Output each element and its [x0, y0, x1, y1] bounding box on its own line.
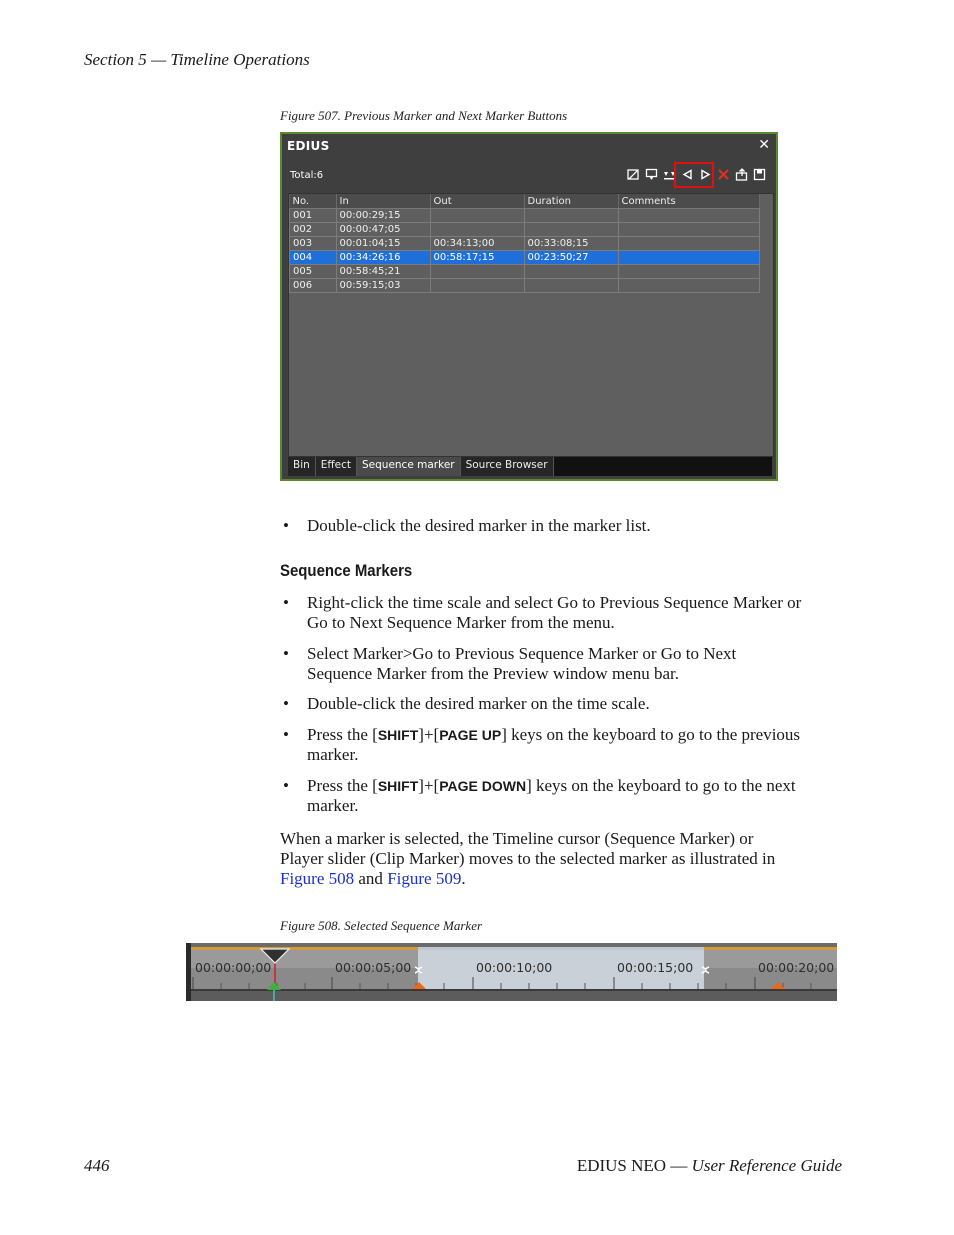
timecode-label: 00:00:05;00: [335, 960, 412, 975]
save-marker-icon[interactable]: [752, 167, 767, 182]
marker-list: [288, 193, 774, 457]
cell-comments: [618, 209, 759, 223]
bullet-item: [307, 776, 847, 816]
column-header-duration[interactable]: Duration: [524, 194, 618, 209]
bullet-line: marker.: [307, 745, 359, 764]
tab-source-browser[interactable]: Source Browser: [461, 457, 554, 476]
column-header-out[interactable]: Out: [430, 194, 524, 209]
cell-comments: [618, 251, 759, 265]
column-header-no[interactable]: No.: [290, 194, 337, 209]
key-shift: SHIFT: [377, 778, 419, 794]
timecode-label: 00:00:20;00: [758, 960, 835, 975]
import-marker-icon[interactable]: [644, 167, 659, 182]
cell-duration: [524, 223, 618, 237]
cell-comments: [618, 265, 759, 279]
table-row[interactable]: [290, 279, 760, 293]
text-run: ]+[: [418, 776, 440, 795]
cell-duration: 00:23:50;27: [524, 251, 618, 265]
cell-no: 005: [290, 265, 337, 279]
cell-out: [430, 279, 524, 293]
bullet-glyph: •: [283, 644, 289, 663]
text-run: ]+[: [418, 725, 440, 744]
marker-total-label: Total:6: [290, 170, 324, 181]
cell-comments: [618, 237, 759, 251]
cell-no: 004: [290, 251, 337, 265]
cell-duration: [524, 265, 618, 279]
cell-duration: [524, 209, 618, 223]
timecode-label: 00:00:00;00: [195, 960, 272, 975]
text-run: .: [461, 869, 466, 888]
tab-sequence-marker[interactable]: Sequence marker: [357, 457, 461, 476]
bullet-line: Sequence Marker from the Preview window menu bar.: [307, 664, 679, 683]
cell-in: 00:00:29;15: [336, 209, 430, 223]
cell-in: 00:34:26;16: [336, 251, 430, 265]
cell-no: 001: [290, 209, 337, 223]
set-marker-icon[interactable]: [626, 167, 641, 182]
export-marker-icon[interactable]: [734, 167, 749, 182]
bullet-intro: Double-click the desired marker in the marker list.: [307, 516, 651, 535]
cell-in: 00:00:47;05: [336, 223, 430, 237]
timecode-label: 00:00:15;00: [617, 960, 694, 975]
edius-marker-window: [280, 132, 778, 481]
bullet-item: [307, 644, 847, 684]
column-header-in[interactable]: In: [336, 194, 430, 209]
page-footer-title: [577, 1156, 842, 1176]
column-header-comments[interactable]: Comments: [618, 194, 759, 209]
bullet-glyph: •: [283, 593, 289, 612]
table-row-selected[interactable]: [290, 251, 760, 265]
cell-out: [430, 209, 524, 223]
close-icon[interactable]: ✕: [758, 137, 770, 153]
table-row[interactable]: [290, 209, 760, 223]
panel-tabbar: [288, 457, 772, 476]
cell-duration: 00:33:08;15: [524, 237, 618, 251]
cell-out: 00:58:17;15: [430, 251, 524, 265]
bullet-glyph: •: [283, 776, 289, 795]
bullet-line: Select Marker>Go to Previous Sequence Marker or Go to Next: [307, 644, 737, 663]
bullet-line: Go to Next Sequence Marker from the menu.: [307, 613, 615, 632]
text-run: ] keys on the keyboard to go to the previous: [501, 725, 801, 744]
bullet-item: Double-click the desired marker on the time scale.: [307, 694, 650, 713]
tab-effect[interactable]: Effect: [316, 457, 357, 476]
footer-product: EDIUS NEO —: [576, 1156, 692, 1175]
figure-507-caption: Figure 507. Previous Marker and Next Marker Buttons: [280, 108, 568, 123]
text-run: ] keys on the keyboard to go to the next: [526, 776, 796, 795]
timeline-time-scale[interactable]: [186, 943, 837, 1001]
paragraph-line: Player slider (Clip Marker) moves to the selected marker as illustrated in: [280, 849, 776, 868]
bullet-line: marker.: [307, 796, 359, 815]
table-row[interactable]: [290, 265, 760, 279]
tab-bin[interactable]: Bin: [288, 457, 316, 476]
page-number: 446: [84, 1156, 110, 1175]
cell-no: 003: [290, 237, 337, 251]
cell-comments: [618, 223, 759, 237]
figure-509-link[interactable]: Figure 509: [387, 869, 462, 888]
figure-508-caption: Figure 508. Selected Sequence Marker: [280, 918, 483, 933]
cell-out: [430, 265, 524, 279]
cell-no: 006: [290, 279, 337, 293]
table-row[interactable]: [290, 223, 760, 237]
cell-out: [430, 223, 524, 237]
text-run: and: [354, 869, 388, 888]
delete-marker-icon[interactable]: [716, 167, 731, 182]
bullet-glyph: •: [283, 725, 289, 744]
key-shift: SHIFT: [377, 727, 419, 743]
window-title: EDIUS: [287, 139, 330, 153]
bullet-glyph: •: [283, 694, 289, 713]
paragraph-line: When a marker is selected, the Timeline cursor (Sequence Marker) or: [280, 829, 754, 848]
bullet-glyph: •: [283, 516, 289, 535]
body-paragraph: [280, 829, 850, 889]
cell-out: 00:34:13;00: [430, 237, 524, 251]
marker-table: [289, 194, 760, 293]
timecode-label: 00:00:10;00: [476, 960, 553, 975]
table-header-row: [290, 194, 760, 209]
cell-comments: [618, 279, 759, 293]
cell-in: 00:01:04;15: [336, 237, 430, 251]
cell-duration: [524, 279, 618, 293]
key-page-up: PAGE UP: [439, 727, 502, 743]
prev-next-highlight: [674, 162, 714, 188]
cell-no: 002: [290, 223, 337, 237]
text-run: Press the [: [307, 776, 378, 795]
cell-in: 00:59:15;03: [336, 279, 430, 293]
text-run: Press the [: [307, 725, 378, 744]
bullet-item: [307, 725, 847, 765]
section-heading: Sequence Markers: [280, 561, 413, 580]
key-page-down: PAGE DOWN: [439, 778, 527, 794]
cell-in: 00:58:45;21: [336, 265, 430, 279]
table-row[interactable]: [290, 237, 760, 251]
running-head: Section 5 — Timeline Operations: [84, 50, 310, 69]
bullet-item: [307, 593, 847, 633]
footer-guide: User Reference Guide: [691, 1156, 842, 1175]
figure-508-link[interactable]: Figure 508: [280, 869, 355, 888]
bullet-line: Right-click the time scale and select Go to Previous Sequence Marker or: [307, 593, 802, 612]
